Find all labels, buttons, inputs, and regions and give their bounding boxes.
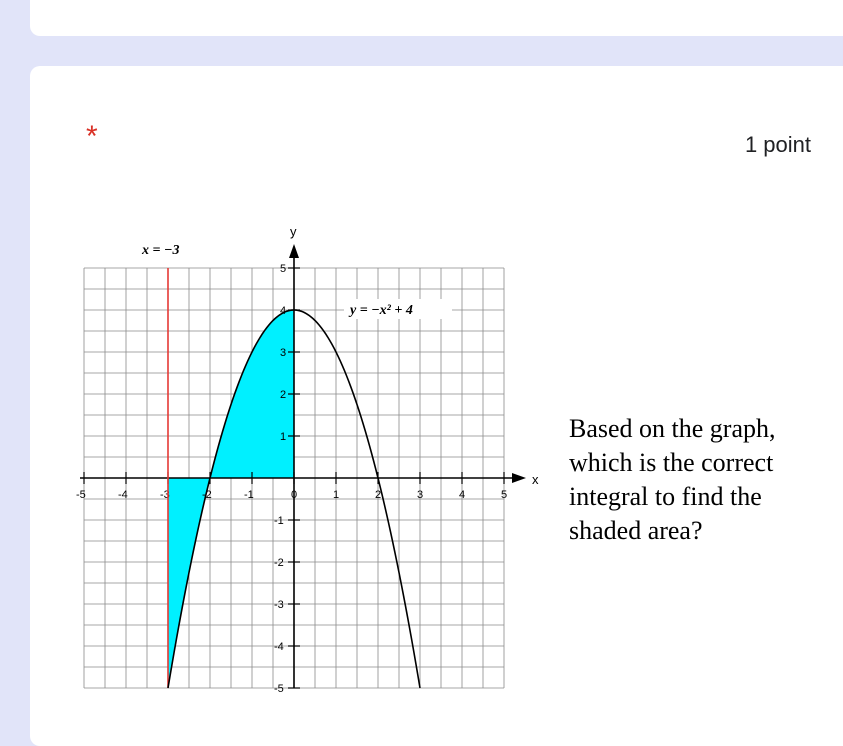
graph-image	[62, 222, 542, 692]
x-tick-label: 0	[291, 489, 298, 501]
prompt-line-3: integral to find the	[569, 482, 762, 511]
x-tick-label: 4	[459, 489, 466, 501]
vertical-line-label: x = −3	[142, 243, 180, 258]
y-tick-label: -4	[274, 641, 284, 653]
x-tick-label: -4	[118, 489, 128, 501]
prompt-line-1: Based on the graph,	[569, 414, 776, 443]
required-asterisk: *	[86, 120, 98, 153]
y-tick-label: 5	[280, 263, 287, 275]
x-axis-arrow	[512, 473, 526, 483]
x-tick-label: -5	[76, 489, 86, 501]
x-tick-label: 1	[333, 489, 340, 501]
x-tick-label: 2	[375, 489, 382, 501]
prompt-line-2: which is the correct	[569, 448, 774, 477]
y-tick-label: 1	[280, 431, 287, 443]
x-tick-label: -1	[244, 489, 254, 501]
x-axis-label: x	[532, 472, 539, 487]
x-tick-label: 3	[417, 489, 424, 501]
y-tick-label: 3	[280, 347, 287, 359]
x-tick-label: -3	[160, 489, 170, 501]
y-tick-label: 4	[280, 305, 287, 317]
question-prompt	[569, 412, 839, 548]
y-tick-label: -1	[274, 515, 284, 527]
y-tick-label: -5	[274, 683, 284, 692]
y-axis-label: y	[290, 224, 297, 239]
previous-question-card	[30, 0, 843, 36]
x-tick-label: 5	[501, 489, 508, 501]
y-tick-label: 2	[280, 389, 287, 401]
points-label: 1 point	[744, 132, 811, 157]
prompt-line-4: shaded area?	[569, 516, 703, 545]
curve-label: y = −x² + 4	[350, 303, 413, 318]
y-axis-arrow	[289, 244, 299, 258]
y-tick-label: -2	[274, 557, 284, 569]
y-tick-label: -3	[274, 599, 284, 611]
x-tick-label: -2	[202, 489, 212, 501]
